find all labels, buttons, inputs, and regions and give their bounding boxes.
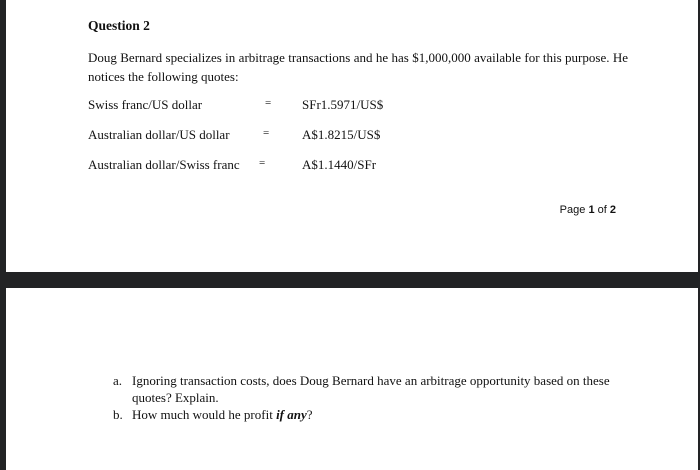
sub-question-marker: a. [113,373,123,388]
quote-equals: = [265,97,272,109]
document-page-2 [6,288,698,470]
page-number-of: of [597,204,607,216]
page-number-current: 1 [588,204,595,216]
sub-question-marker: b. [113,407,123,422]
sub-question-emphasis: if any [276,407,307,422]
quote-equals: = [259,157,266,169]
page-number-prefix: Page [559,204,586,216]
quote-row-swiss-franc-us-dollar [88,97,628,115]
sub-question-text: Ignoring transaction costs, does Doug Bernard have an arbitrage opportunity based on these quotes? Explain. [132,373,610,405]
quote-label: Australian dollar/US dollar [88,127,230,142]
quote-value: A$1.1440/SFr [302,157,377,172]
quote-row-australian-dollar-us-dollar [88,127,628,145]
quote-label: Australian dollar/Swiss franc [88,157,240,172]
page-number-total: 2 [609,204,616,216]
quote-label: Swiss franc/US dollar [88,97,203,112]
quote-row-australian-dollar-swiss-franc [88,157,628,175]
question-intro: Doug Bernard specializes in arbitrage transactions and he has $1,000,000 available for this purpose. He notices the following quotes: [88,50,628,84]
question-title: Question 2 [88,18,150,33]
sub-question-suffix: ? [306,407,313,422]
page-number [560,204,616,216]
quote-equals: = [263,127,270,139]
sub-question-text-wrapper [132,406,628,423]
sub-question-text: How much would he profit [132,407,273,422]
quote-value: A$1.8215/US$ [302,127,381,142]
quote-value: SFr1.5971/US$ [302,97,384,112]
document-page-1 [6,0,698,272]
